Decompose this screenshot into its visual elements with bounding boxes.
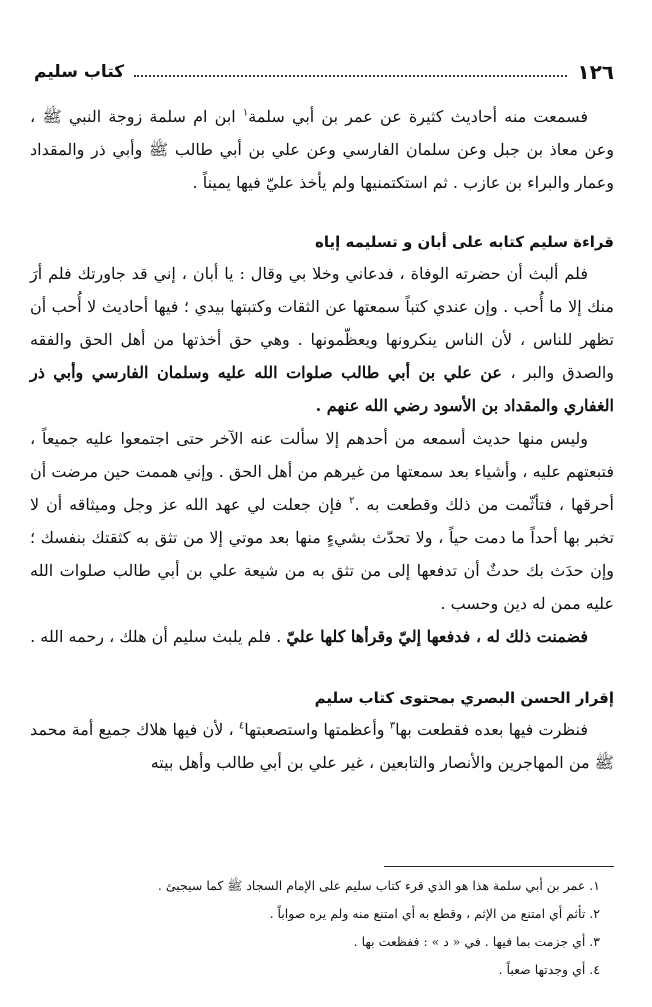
text-run: . فلم يلبث سليم أن هلك ، رحمه الله . [30, 627, 287, 646]
text-run: فلم ألبث أن حضرته الوفاة ، فدعاني وخلا بي وقال : يا أبان ، إني قد جاورتك فلم أرَ منك إلا ما أُحب . وإن عندي كتباً سمعتها عن الثقات وكتبتها بيدي ؛ فيها أحاديث لا أُحب أن تظهر للناس ، لأن الناس ينكرونها ويعظّمونها . وهي حق أخذتها من أهل الحق والفقه والصدق والبر ، [30, 264, 615, 382]
footnote-ref-1: ١ [242, 107, 249, 119]
paragraph-5 [30, 713, 614, 779]
body-text [30, 100, 614, 779]
footnote-ref-4: ٤ [238, 720, 245, 732]
footnote: ٢. تأثم أي امتنع من الإثم ، وقطع به أي امتنع منه ولم يره صواباً . [269, 906, 600, 921]
paragraph-3 [30, 422, 614, 620]
section-heading-hasan: إقرار الحسن البصري بمحتوى كتاب سليم [314, 689, 614, 707]
book-title: كتاب سليم [34, 62, 125, 82]
text-run: ابن ام سلمة زوجة النبي ﷺ ، وعن معاذ بن جبل وعن سلمان الفارسي وعن علي بن أبي طالب ﷺ وأبي ذر والمقداد وعمار والبراء بن عازب . ثم استكتمنيها ولم يأخذ عليّ فيها يميناً . [30, 107, 614, 192]
text-run-bold: عن علي بن أبي طالب صلوات الله عليه وسلمان الفارسي وأبي ذر الغفاري والمقداد بن الأسود رضي الله عنهم . [30, 363, 614, 415]
text-run-bold: فضمنت ذلك له ، فدفعها إليّ وقرأها كلها عليّ [286, 627, 588, 646]
footnote: ١. عمر بن أبي سلمة هذا هو الذي قرء كتاب سليم على الإمام السجاد ﷺ كما سيجيئ . [157, 878, 600, 893]
footnote-ref-2: ٢ [349, 495, 355, 507]
text-run: فإن جعلت لي عهد الله عز وجل وميثاقه أن لا تخبر بها أحداً ما دمت حياً ، ولا تحدّث بشيءٍ منها بعد موتي إلا من تثق به كثقتك بنفسك ؛ وإن حدَث بك حدثٌ أن تدفعها إلى من تثق به من شيعة علي بن أبي طالب صلوات الله عليه ممن له دين وحسب . [30, 495, 614, 613]
text-run: فنظرت فيها بعده فقطعت بها [395, 720, 588, 739]
footnote: ٣. أي جزمت بما فيها . في « د » : ففظعت بها . [353, 934, 600, 949]
paragraph-2 [30, 257, 614, 422]
text-run: وليس منها حديث أسمعه من أحدهم إلا سألت عنه الآخر حتى اجتمعوا عليه جميعاً ، فتبعتهم عليه ، وأشياء بعد سمعتها من غيرهم من أهل الحق . وإني هممت حين مرضت أن أحرقها ، فتأثّمت من ذلك وقطعت به . [30, 429, 615, 514]
footnotes [40, 872, 600, 984]
text-run: فسمعت منه أحاديث كثيرة عن عمر بن أبي سلمة [248, 107, 589, 126]
footnote: ٤. أي وجدتها صعباً . [498, 962, 600, 977]
footnote-ref-3: ٣ [389, 720, 396, 732]
paragraph-4 [30, 620, 614, 653]
text-run: وأعظمتها واستصعبتها [244, 720, 390, 739]
footnote-separator [384, 866, 614, 867]
page-number: ١٢٦ [577, 60, 614, 84]
running-head [34, 50, 614, 94]
section-heading-reading: قراءة سليم كتابه على أبان و تسليمه إياه [315, 233, 614, 251]
text-run: ، لأن فيها هلاك جميع أمة محمد ﷺ من المهاجرين والأنصار والتابعين ، غير علي بن أبي طالب وأهل بيته [30, 720, 614, 772]
paragraph-1 [30, 100, 614, 199]
dotted-leader [134, 75, 567, 77]
